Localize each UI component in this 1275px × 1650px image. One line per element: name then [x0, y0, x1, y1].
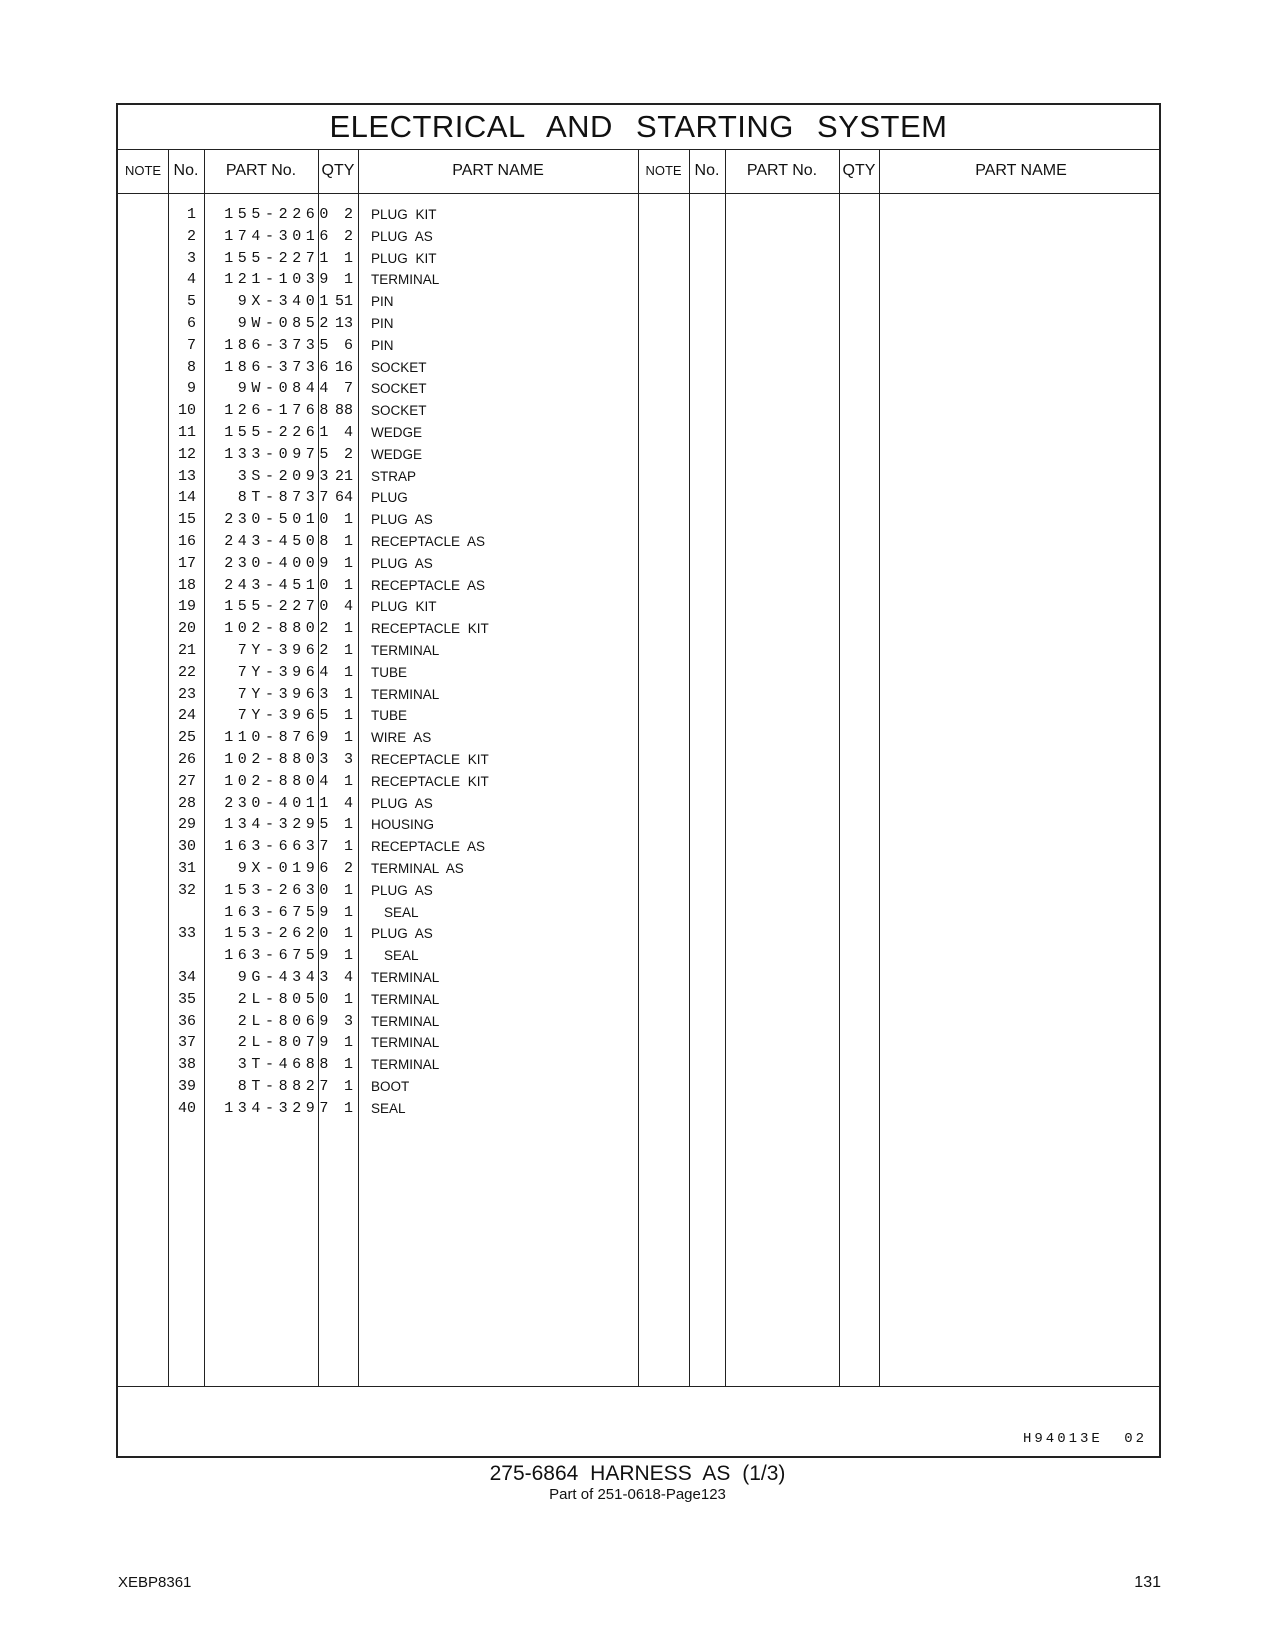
part-number: 9X-3401 — [237, 293, 333, 311]
part-name: RECEPTACLE KIT — [371, 752, 489, 767]
quantity: 1 — [343, 925, 353, 943]
table-row — [118, 466, 1163, 488]
quantity: 1 — [343, 816, 353, 834]
part-number: 2L-8079 — [237, 1034, 333, 1052]
quantity: 1 — [343, 838, 353, 856]
part-name: PLUG AS — [371, 795, 433, 811]
quantity: 1 — [343, 990, 353, 1008]
item-number: 25 — [177, 729, 196, 747]
item-number: 12 — [177, 445, 196, 463]
part-name: TUBE — [371, 708, 408, 724]
part-name: SEAL — [384, 904, 419, 920]
table-row — [118, 378, 1163, 400]
part-number: 163-6759 — [224, 947, 333, 965]
item-number: 34 — [177, 969, 196, 986]
table-row — [118, 291, 1163, 313]
table-row — [118, 1076, 1163, 1098]
page-title: ELECTRICAL AND STARTING SYSTEM — [329, 109, 948, 144]
header-no: No. — [173, 162, 199, 179]
item-number: 29 — [177, 816, 196, 834]
part-name: SOCKET — [371, 381, 427, 397]
item-number: 24 — [177, 707, 196, 725]
quantity: 3 — [343, 1012, 353, 1030]
table-row — [118, 684, 1163, 706]
part-name: TERMINAL — [371, 1013, 440, 1029]
table-row — [118, 357, 1163, 379]
part-number: 8T-8827 — [237, 1078, 333, 1095]
header-part-no-right: PART No. — [746, 162, 818, 179]
table-bottom-divider — [118, 1386, 1159, 1387]
quantity: 1 — [343, 576, 353, 594]
header-qty-right: QTY — [842, 162, 876, 179]
table-row — [118, 705, 1163, 727]
part-name: WEDGE — [371, 446, 423, 462]
item-number — [118, 945, 196, 967]
part-number: 243-4508 — [224, 533, 333, 550]
item-number: 6 — [186, 315, 196, 332]
part-name: PIN — [371, 337, 394, 353]
quantity: 1 — [343, 533, 353, 550]
quantity: 1 — [343, 707, 353, 725]
part-number: 163-6637 — [224, 838, 333, 856]
part-name: TERMINAL — [371, 991, 440, 1007]
quantity: 1 — [343, 881, 353, 899]
table-row — [118, 596, 1163, 618]
quantity: 1 — [343, 1056, 353, 1074]
item-number: 14 — [177, 489, 196, 507]
header-qty: QTY — [321, 162, 355, 179]
part-name: PLUG — [371, 490, 408, 506]
quantity: 1 — [343, 663, 353, 681]
part-name: TERMINAL — [371, 686, 440, 702]
part-name: TERMINAL — [371, 643, 440, 658]
table-row — [118, 836, 1163, 858]
part-number: 8T-8737 — [237, 489, 333, 507]
part-number: 3T-4688 — [237, 1056, 333, 1074]
item-number: 23 — [177, 685, 196, 703]
harness-caption: 275-6864 HARNESS AS (1/3) — [489, 1462, 786, 1485]
quantity: 1 — [343, 1034, 353, 1052]
table-row — [118, 226, 1163, 248]
part-number: 9G-4343 — [237, 969, 333, 986]
item-number: 17 — [177, 554, 196, 572]
quantity: 2 — [343, 860, 353, 877]
table-row — [118, 858, 1163, 880]
quantity: 16 — [334, 358, 353, 376]
part-number: 230-4009 — [224, 554, 333, 572]
quantity: 1 — [343, 947, 353, 965]
table-row — [118, 989, 1163, 1011]
table-row — [118, 662, 1163, 684]
item-number: 5 — [186, 293, 196, 311]
quantity: 7 — [343, 380, 353, 398]
part-name: BOOT — [371, 1079, 410, 1094]
table-row — [118, 269, 1163, 291]
part-number: 2L-8050 — [237, 990, 333, 1008]
quantity: 1 — [343, 729, 353, 747]
part-number: 186-3736 — [224, 358, 333, 376]
part-number: 230-4011 — [224, 794, 333, 812]
part-number: 9X-0196 — [237, 860, 333, 877]
quantity: 4 — [343, 794, 353, 812]
table-row — [118, 880, 1163, 902]
item-number: 4 — [186, 271, 196, 289]
quantity: 4 — [343, 424, 353, 441]
quantity: 1 — [343, 1099, 353, 1117]
item-number: 30 — [177, 838, 196, 856]
item-number: 36 — [177, 1012, 196, 1030]
table-row — [118, 1032, 1163, 1054]
item-number: 10 — [177, 402, 196, 420]
part-number: 121-1039 — [224, 271, 333, 289]
part-number: 155-2260 — [224, 206, 333, 223]
part-number: 133-0975 — [224, 445, 333, 463]
quantity: 64 — [334, 489, 353, 507]
table-row — [118, 640, 1163, 662]
part-name: TERMINAL — [371, 970, 440, 985]
part-name: TERMINAL — [371, 1057, 440, 1073]
table-row — [118, 313, 1163, 335]
part-name: SEAL — [371, 1100, 406, 1116]
table-row — [118, 444, 1163, 466]
part-name: PLUG KIT — [371, 250, 437, 266]
part-number: 153-2630 — [224, 881, 333, 899]
table-row — [118, 509, 1163, 531]
harness-subcaption: Part of 251-0618-Page123 — [549, 1486, 726, 1503]
quantity: 1 — [343, 511, 353, 529]
part-number: 134-3297 — [224, 1099, 333, 1117]
part-number: 174-3016 — [224, 227, 333, 245]
item-number: 28 — [177, 794, 196, 812]
part-number: 7Y-3965 — [237, 707, 333, 725]
quantity: 2 — [343, 227, 353, 245]
parts-table-frame — [116, 103, 1161, 1458]
part-name: RECEPTACLE KIT — [371, 773, 489, 789]
part-name: PLUG AS — [371, 555, 433, 571]
quantity: 4 — [343, 969, 353, 986]
part-number: 102-8804 — [224, 772, 333, 790]
table-row — [118, 422, 1163, 444]
quantity: 2 — [343, 445, 353, 463]
part-name: WEDGE — [371, 425, 423, 440]
table-row — [118, 618, 1163, 640]
item-number: 11 — [177, 424, 196, 441]
part-name: PLUG AS — [371, 228, 433, 244]
quantity: 1 — [343, 620, 353, 638]
item-number: 1 — [186, 206, 196, 223]
item-number: 18 — [177, 576, 196, 594]
header-part-name: PART NAME — [452, 162, 544, 179]
part-number: 9W-0844 — [237, 380, 333, 398]
part-number: 102-8803 — [224, 751, 333, 768]
header-part-no: PART No. — [225, 162, 297, 179]
table-row — [118, 749, 1163, 771]
table-row — [118, 1011, 1163, 1033]
part-name: HOUSING — [371, 817, 435, 833]
header-note-right: NOTE — [645, 163, 682, 178]
item-number: 27 — [177, 772, 196, 790]
item-number: 13 — [177, 467, 196, 485]
quantity: 13 — [334, 315, 353, 332]
table-row — [118, 814, 1163, 836]
part-number: 7Y-3964 — [237, 663, 333, 681]
part-name: SOCKET — [371, 403, 427, 419]
header-note: NOTE — [124, 163, 162, 178]
quantity: 88 — [334, 402, 353, 420]
part-name: TERMINAL — [371, 1035, 440, 1051]
table-row — [118, 945, 1163, 967]
part-name: STRAP — [371, 468, 417, 484]
quantity: 1 — [343, 1078, 353, 1095]
item-number: 21 — [177, 642, 196, 659]
part-number: 9W-0852 — [237, 315, 333, 332]
part-name: SOCKET — [371, 359, 427, 375]
header-part-name-right: PART NAME — [975, 162, 1067, 179]
quantity: 3 — [343, 751, 353, 768]
part-name: PIN — [371, 294, 394, 310]
part-number: 163-6759 — [224, 903, 333, 921]
table-row — [118, 727, 1163, 749]
part-number: 126-1768 — [224, 402, 333, 420]
item-number: 33 — [177, 925, 196, 943]
quantity: 1 — [343, 249, 353, 267]
item-number: 2 — [186, 227, 196, 245]
part-name: WIRE AS — [371, 730, 432, 746]
part-number: 7Y-3962 — [237, 642, 333, 659]
item-number: 32 — [177, 881, 196, 899]
table-row — [118, 531, 1163, 553]
part-number: 134-3295 — [224, 816, 333, 834]
table-row — [118, 902, 1163, 924]
table-row — [118, 771, 1163, 793]
table-row — [118, 967, 1163, 989]
table-row — [118, 1054, 1163, 1076]
quantity: 1 — [343, 554, 353, 572]
part-number: 155-2270 — [224, 598, 333, 616]
item-number: 3 — [186, 249, 196, 267]
quantity: 1 — [343, 685, 353, 703]
table-row — [118, 923, 1163, 945]
quantity: 1 — [343, 903, 353, 921]
quantity: 51 — [334, 293, 353, 311]
part-name: PLUG KIT — [371, 207, 437, 222]
table-row — [118, 335, 1163, 357]
item-number: 35 — [177, 990, 196, 1008]
item-number: 31 — [177, 860, 196, 877]
table-row — [118, 553, 1163, 575]
part-number: 155-2271 — [224, 249, 333, 267]
part-name: RECEPTACLE AS — [371, 839, 486, 855]
part-name: PLUG AS — [371, 882, 433, 898]
quantity: 1 — [343, 271, 353, 289]
part-number: 186-3735 — [224, 336, 333, 354]
part-name: RECEPTACLE AS — [371, 577, 486, 593]
quantity: 2 — [343, 206, 353, 223]
page-number: 131 — [1134, 1574, 1161, 1591]
part-number: 7Y-3963 — [237, 685, 333, 703]
quantity: 1 — [343, 642, 353, 659]
part-name: PLUG AS — [371, 926, 433, 942]
part-number: 243-4510 — [224, 576, 333, 594]
part-number: 3S-2093 — [237, 467, 333, 485]
table-row — [118, 248, 1163, 270]
quantity: 1 — [343, 772, 353, 790]
item-number: 39 — [177, 1078, 196, 1095]
header-no-right: No. — [694, 162, 720, 179]
part-name: PIN — [371, 316, 394, 331]
table-row — [118, 1098, 1163, 1120]
part-name: TUBE — [371, 664, 408, 680]
item-number: 40 — [177, 1099, 196, 1117]
quantity: 4 — [343, 598, 353, 616]
item-number: 22 — [177, 663, 196, 681]
illustration-code: H94013E 02 — [1022, 1431, 1147, 1447]
table-row — [118, 204, 1163, 226]
table-row — [118, 793, 1163, 815]
part-number: 153-2620 — [224, 925, 333, 943]
part-name: TERMINAL AS — [371, 861, 464, 876]
quantity: 21 — [334, 467, 353, 485]
item-number: 38 — [177, 1056, 196, 1074]
item-number: 7 — [186, 336, 196, 354]
item-number: 26 — [177, 751, 196, 768]
part-number: 2L-8069 — [237, 1012, 333, 1030]
part-name: PLUG AS — [371, 512, 433, 528]
item-number — [118, 902, 196, 924]
item-number: 15 — [177, 511, 196, 529]
item-number: 9 — [186, 380, 196, 398]
part-name: RECEPTACLE KIT — [371, 621, 489, 637]
quantity: 6 — [343, 336, 353, 354]
table-row — [118, 487, 1163, 509]
part-number: 155-2261 — [224, 424, 333, 441]
item-number: 19 — [177, 598, 196, 616]
document-id: XEBP8361 — [118, 1574, 192, 1591]
part-name: RECEPTACLE AS — [371, 534, 486, 549]
table-row — [118, 400, 1163, 422]
part-number: 110-8769 — [224, 729, 333, 747]
item-number: 37 — [177, 1034, 196, 1052]
table-row — [118, 575, 1163, 597]
part-number: 230-5010 — [224, 511, 333, 529]
part-number: 102-8802 — [224, 620, 333, 638]
part-name: TERMINAL — [371, 272, 440, 288]
part-name: SEAL — [384, 948, 419, 964]
item-number: 20 — [177, 620, 196, 638]
part-name: PLUG KIT — [371, 599, 437, 615]
item-number: 16 — [177, 533, 196, 550]
item-number: 8 — [186, 358, 196, 376]
